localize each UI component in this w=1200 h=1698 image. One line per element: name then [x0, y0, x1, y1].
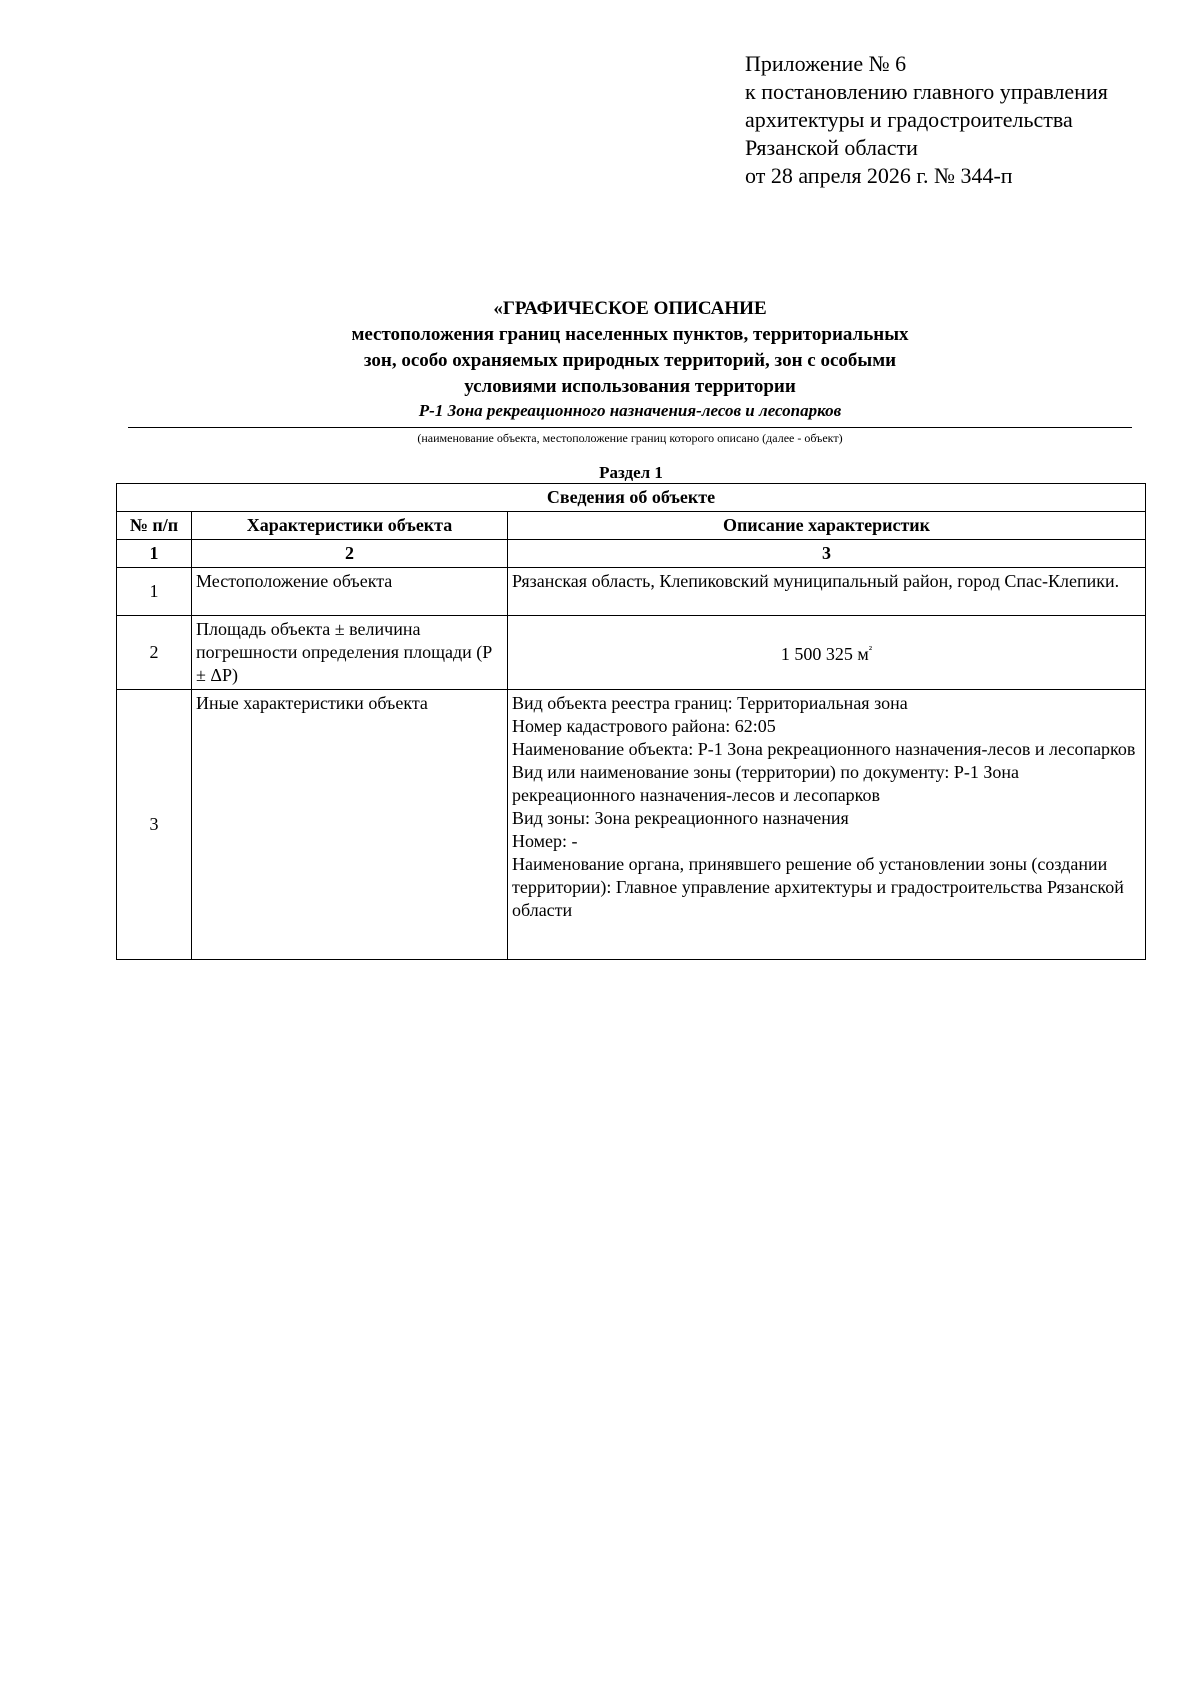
- description-line: Наименование объекта: Р-1 Зона рекреационного назначения-лесов и лесопарков: [512, 739, 1136, 759]
- object-info-table: [116, 483, 1146, 960]
- row-number: 1: [117, 568, 192, 616]
- area-value: 1 500 325 м: [780, 644, 869, 664]
- table-row: [117, 616, 1146, 690]
- appendix-line: Приложение № 6: [745, 51, 907, 76]
- appendix-line: к постановлению главного управления: [745, 79, 1108, 104]
- title-sub-line: условиями использования территории: [464, 376, 796, 397]
- object-name: Р-1 Зона рекреационного назначения-лесов и лесопарков: [418, 401, 842, 420]
- row-characteristic: Местоположение объекта: [192, 568, 508, 616]
- document-title: [128, 296, 1132, 400]
- table-row: [117, 568, 1146, 616]
- description-line: Номер кадастрового района: 62:05: [512, 716, 776, 736]
- appendix-line: Рязанской области: [745, 135, 918, 160]
- object-name-underline: [128, 427, 1132, 428]
- title-main: «ГРАФИЧЕСКОЕ ОПИСАНИЕ: [493, 298, 767, 319]
- description-line: Наименование органа, принявшего решение об установлении зоны (создании территории): Главное управление архитектуры и градостроительства Рязанской области: [512, 854, 1124, 920]
- table-caption-row: [117, 484, 1146, 512]
- table-header-row: [117, 512, 1146, 540]
- title-sub-line: зон, особо охраняемых природных территорий, зон с особыми: [363, 350, 897, 371]
- row-number: 3: [117, 690, 192, 960]
- column-index: 3: [508, 540, 1146, 568]
- area-unit-superscript: ²: [868, 644, 873, 656]
- appendix-line: архитектуры и градостроительства: [745, 107, 1073, 132]
- header-description: Описание характеристик: [508, 512, 1146, 540]
- table-caption: Сведения об объекте: [117, 484, 1146, 512]
- appendix-line: от 28 апреля 2026 г. № 344-п: [745, 163, 1013, 188]
- object-name-caption: (наименование объекта, местоположение границ которого описано (далее - объект): [417, 431, 843, 445]
- appendix-header: [745, 50, 1185, 190]
- description-line: Номер: -: [512, 831, 578, 851]
- section-title: Раздел 1: [599, 463, 663, 482]
- column-index: 1: [117, 540, 192, 568]
- row-number: 2: [117, 616, 192, 690]
- title-sub-line: местоположения границ населенных пунктов, территориальных: [351, 324, 909, 345]
- row-description: [508, 616, 1146, 690]
- description-line: Вид зоны: Зона рекреационного назначения: [512, 808, 849, 828]
- header-characteristics: Характеристики объекта: [192, 512, 508, 540]
- row-characteristic: Иные характеристики объекта: [192, 690, 508, 960]
- table-row: [117, 690, 1146, 960]
- description-line: Вид объекта реестра границ: Территориальная зона: [512, 693, 908, 713]
- row-description: [508, 690, 1146, 960]
- column-index: 2: [192, 540, 508, 568]
- row-characteristic: Площадь объекта ± величина погрешности определения площади (P ± ΔP): [192, 616, 508, 690]
- description-line: Рязанская область, Клепиковский муниципальный район, город Спас-Клепики.: [512, 571, 1120, 591]
- header-num: № п/п: [117, 512, 192, 540]
- description-line: Вид или наименование зоны (территории) по документу: Р-1 Зона рекреационного назначения-лесов и лесопарков: [512, 762, 1020, 805]
- row-description: [508, 568, 1146, 616]
- column-index-row: [117, 540, 1146, 568]
